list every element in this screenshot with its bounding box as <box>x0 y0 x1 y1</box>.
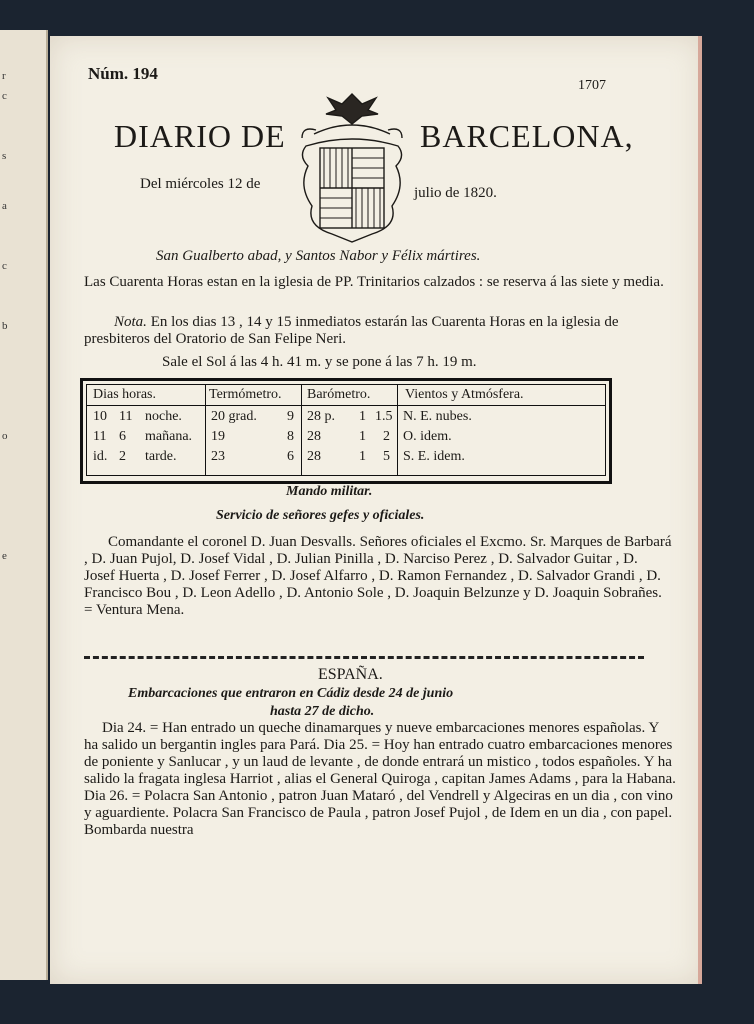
newspaper-page <box>50 36 702 984</box>
cell-term-frac: 8 <box>287 429 294 444</box>
saints-of-the-day: San Gualberto abad, y Santos Nabor y Félix mártires. <box>156 248 481 264</box>
section-heading-mando: Mando militar. <box>286 484 373 499</box>
left-page-fragment: s <box>2 150 7 162</box>
nota-text: En los dias 13 , 14 y 15 inmediatos estarán las Cuarenta Horas en la iglesia de presbiteros del Oratorio de San Felipe Neri. <box>84 314 619 347</box>
left-page-fragment: o <box>2 430 8 442</box>
cell-dia: 10 <box>93 409 107 424</box>
cell-termometro: 20 grad. <box>211 409 257 424</box>
cell-vientos: O. idem. <box>403 429 452 444</box>
cell-hora: 6 <box>119 429 126 444</box>
officers-paragraph: Comandante el coronel D. Juan Desvalls. Señores oficiales el Excmo. Sr. Marques de Barbará , D. Juan Pujol, D. Josef Vidal , D. Julian Pinilla , D. Narciso Perez , D. Salvador Guitar , D. Josef Huerta , D. Josef Ferrer , D. Josef Alfarro , D. Ramon Fernandez , D. Salvador Grandi , D. Francisco Bou , D. Leon Adello , D. Antonio Sole , D. Joaquin Belzunze y D. Joaquin Sobrañes. = Ventura Mena. <box>84 534 672 618</box>
nota-label: Nota. <box>114 314 147 330</box>
cell-dia: id. <box>93 449 108 464</box>
coat-of-arms-icon <box>294 90 410 246</box>
weather-header: Vientos y Atmósfera. <box>405 387 524 402</box>
cell-vientos: S. E. idem. <box>403 449 465 464</box>
cell-bar-lineas: 1 <box>359 429 366 444</box>
cell-term-frac: 6 <box>287 449 294 464</box>
weather-table <box>80 378 612 484</box>
masthead-title-left: DIARIO DE <box>114 118 286 154</box>
cell-periodo: tarde. <box>145 449 177 464</box>
cell-bar-lineas: 1 <box>359 449 366 464</box>
cell-termometro: 23 <box>211 449 225 464</box>
date-line-right: julio de 1820. <box>414 185 497 201</box>
left-page-fragment: b <box>2 320 8 332</box>
left-page-edge <box>0 30 48 980</box>
cell-termometro: 19 <box>211 429 225 444</box>
weather-header: Termómetro. <box>209 387 282 402</box>
cuarenta-horas-notice: Las Cuarenta Horas estan en la iglesia de PP. Trinitarios calzados : se reserva á las siete y media. <box>84 274 664 290</box>
cell-periodo: mañana. <box>145 429 193 444</box>
date-line-left: Del miércoles 12 de <box>140 176 261 192</box>
cell-hora: 11 <box>119 409 133 424</box>
weather-header: Barómetro. <box>307 387 371 402</box>
left-page-fragment: e <box>2 550 7 562</box>
cell-barometro: 28 p. <box>307 409 335 424</box>
header-divider <box>87 405 605 406</box>
shipping-news-paragraph: Dia 24. = Han entrado un queche dinamarques y nueve embarcaciones menores españolas. Y ha salido un bergantin ingles para Pará. Dia 25. = Hoy han entrado cuatro embarcaciones menores de poniente y Sanlucar , y un laud de levante , de donde entrará un mistico , todos españoles. Y ha salido la fragata inglesa Harriot , alias el General Quiroga , capitan James Adams , para la Habana. Dia 26. = Polacra San Antonio , patron Juan Mataró , del Vendrell y Algeciras en un dia , con vino y aguardiente. Polacra San Francisco de Paula , patron Josef Pujol , de Idem en un dia , con papel. Bombarda nuestra <box>84 720 676 838</box>
page-number: 1707 <box>578 78 606 93</box>
sunrise-sunset: Sale el Sol á las 4 h. 41 m. y se pone á las 7 h. 19 m. <box>162 354 477 370</box>
embarcaciones-heading-line1: Embarcaciones que entraron en Cádiz desde 24 de junio <box>128 686 454 701</box>
cell-bar-frac: 1.5 <box>375 409 393 424</box>
masthead-title-right: BARCELONA, <box>420 118 634 154</box>
cell-barometro: 28 <box>307 449 321 464</box>
cell-bar-frac: 2 <box>383 429 390 444</box>
cell-bar-lineas: 1 <box>359 409 366 424</box>
cell-term-frac: 9 <box>287 409 294 424</box>
cell-hora: 2 <box>119 449 126 464</box>
left-page-fragment: a <box>2 200 7 212</box>
issue-number: Núm. 194 <box>88 64 158 83</box>
section-subheading-servicio: Servicio de señores gefes y oficiales. <box>216 508 425 523</box>
cell-bar-frac: 5 <box>383 449 390 464</box>
section-divider <box>84 656 644 659</box>
cell-periodo: noche. <box>145 409 182 424</box>
cell-vientos: N. E. nubes. <box>403 409 472 424</box>
cell-dia: 11 <box>93 429 107 444</box>
weather-header: Dias horas. <box>93 387 156 402</box>
left-page-fragment: c <box>2 260 7 272</box>
left-page-fragment: r <box>2 70 6 82</box>
embarcaciones-heading-line2: hasta 27 de dicho. <box>270 704 375 719</box>
nota-paragraph <box>84 314 666 348</box>
left-page-fragment: c <box>2 90 7 102</box>
section-heading-espana: ESPAÑA. <box>318 666 383 683</box>
cell-barometro: 28 <box>307 429 321 444</box>
